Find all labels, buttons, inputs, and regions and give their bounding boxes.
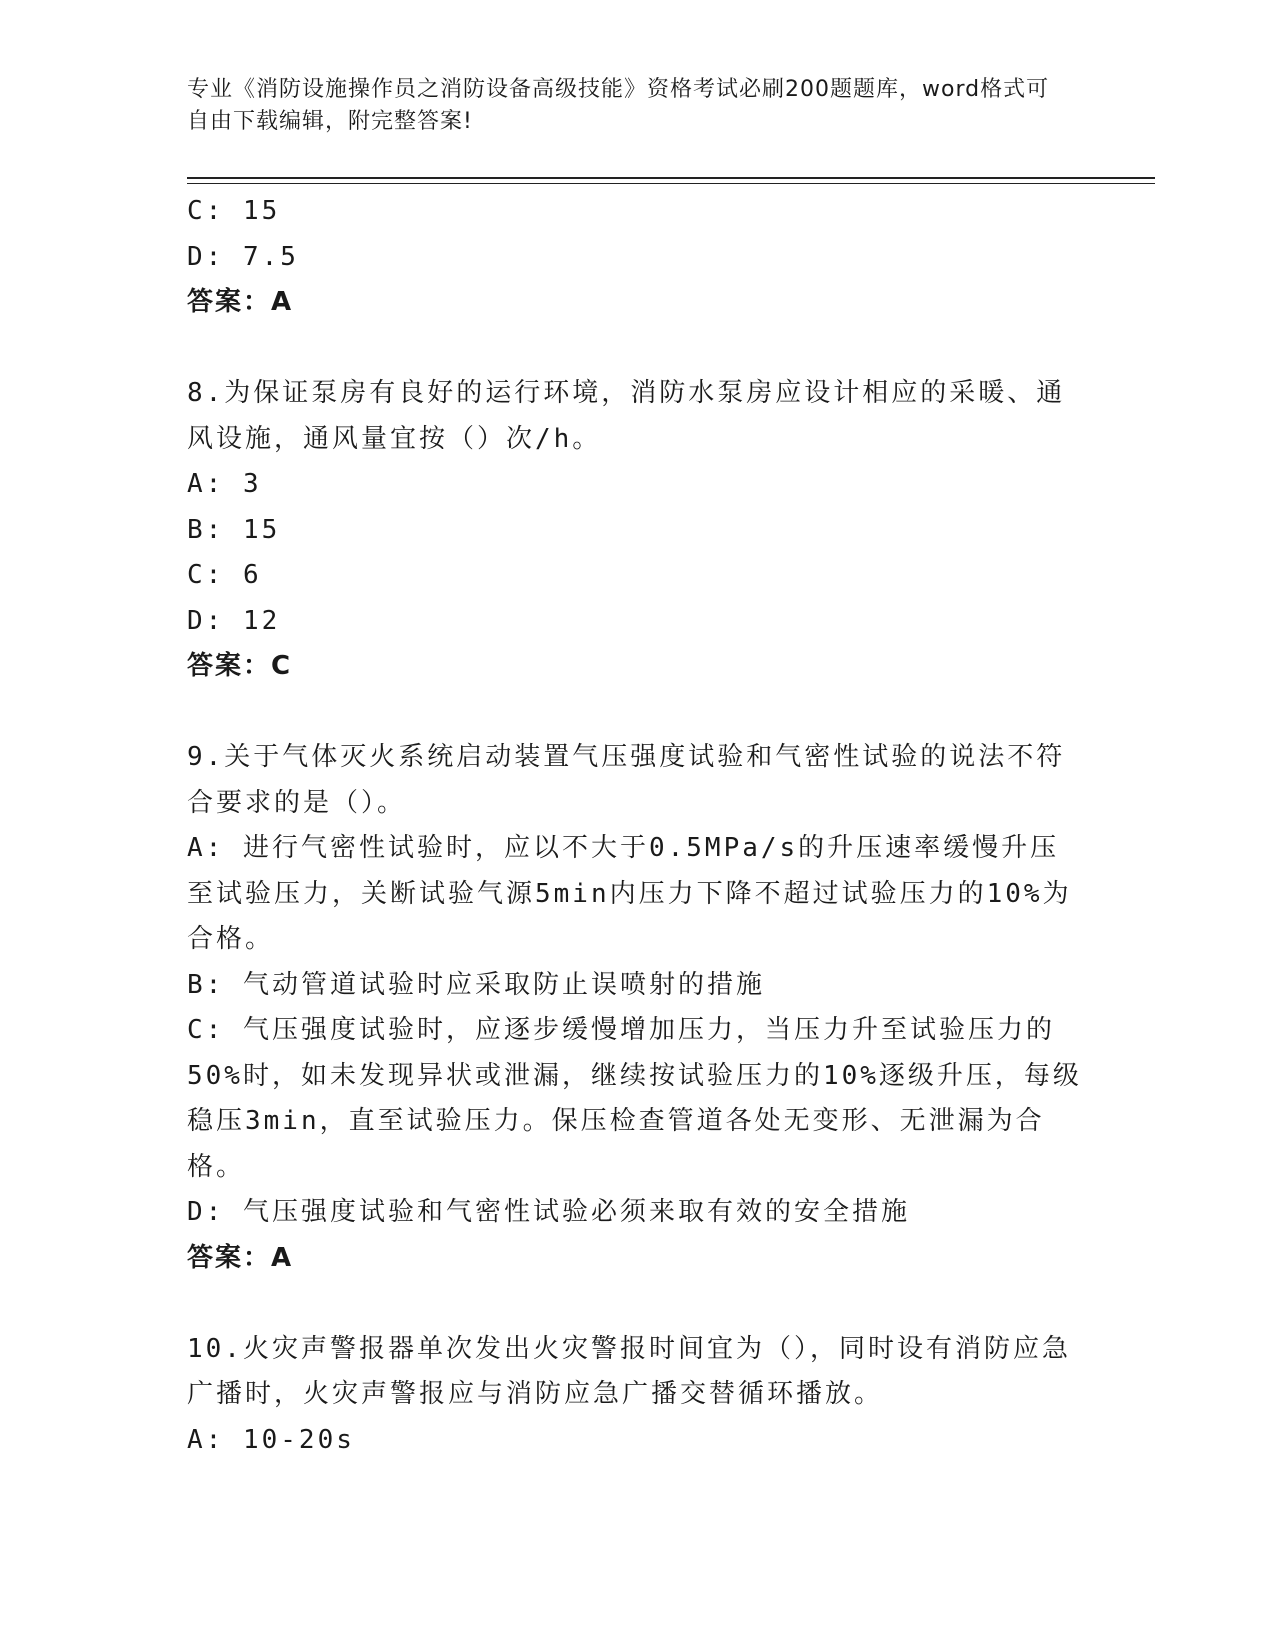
document-body xyxy=(187,189,1087,1463)
option-b: B: 15 xyxy=(187,514,281,545)
header-divider-thin xyxy=(187,183,1155,184)
question-block-10 xyxy=(187,1327,1087,1464)
option-d: D: 12 xyxy=(187,605,281,636)
question-stem: 9.关于气体灭火系统启动装置气压强度试验和气密性试验的说法不符合要求的是（）。 xyxy=(187,742,1066,818)
page-header xyxy=(187,74,1067,138)
option-c: C: 6 xyxy=(187,560,262,590)
answer-line: 答案：C xyxy=(187,651,293,681)
option-d: D: 气压强度试验和气密性试验必须来取有效的安全措施 xyxy=(187,1197,910,1227)
option-a: A: 3 xyxy=(187,469,262,499)
option-b: B: 气动管道试验时应采取防止误喷射的措施 xyxy=(187,969,765,1000)
option-c: C: 气压强度试验时，应逐步缓慢增加压力，当压力升至试验压力的50%时，如未发现异状或泄漏，继续按试验压力的10%逐级升压，每级稳压3min，直至试验压力。保压检查管道各处无变形、无泄漏为合格。 xyxy=(187,1015,1082,1182)
question-block-previous xyxy=(187,189,1087,326)
answer-line: 答案：A xyxy=(187,287,294,317)
question-block-9 xyxy=(187,735,1087,1281)
header-title: 专业《消防设施操作员之消防设备高级技能》资格考试必刷200题题库，word格式可自由下载编辑，附完整答案! xyxy=(187,77,1050,134)
spacer xyxy=(187,690,1087,736)
spacer xyxy=(187,326,1087,372)
option-c: C: 15 xyxy=(187,196,281,226)
spacer xyxy=(187,1281,1087,1327)
question-stem: 10.火灾声警报器单次发出火灾警报时间宜为（），同时设有消防应急广播时，火灾声警报应与消防应急广播交替循环播放。 xyxy=(187,1333,1071,1409)
option-d: D: 7.5 xyxy=(187,241,299,272)
question-stem: 8.为保证泵房有良好的运行环境，消防水泵房应设计相应的采暖、通风设施，通风量宜按（）次/h。 xyxy=(187,378,1066,454)
option-a: A: 10-20s xyxy=(187,1424,355,1455)
question-block-8 xyxy=(187,371,1087,690)
answer-line: 答案：A xyxy=(187,1242,294,1273)
option-a: A: 进行气密性试验时，应以不大于0.5MPa/s的升压速率缓慢升压至试验压力，关断试验气源5min内压力下降不超过试验压力的10%为合格。 xyxy=(187,833,1072,954)
header-divider-thick xyxy=(187,177,1155,179)
